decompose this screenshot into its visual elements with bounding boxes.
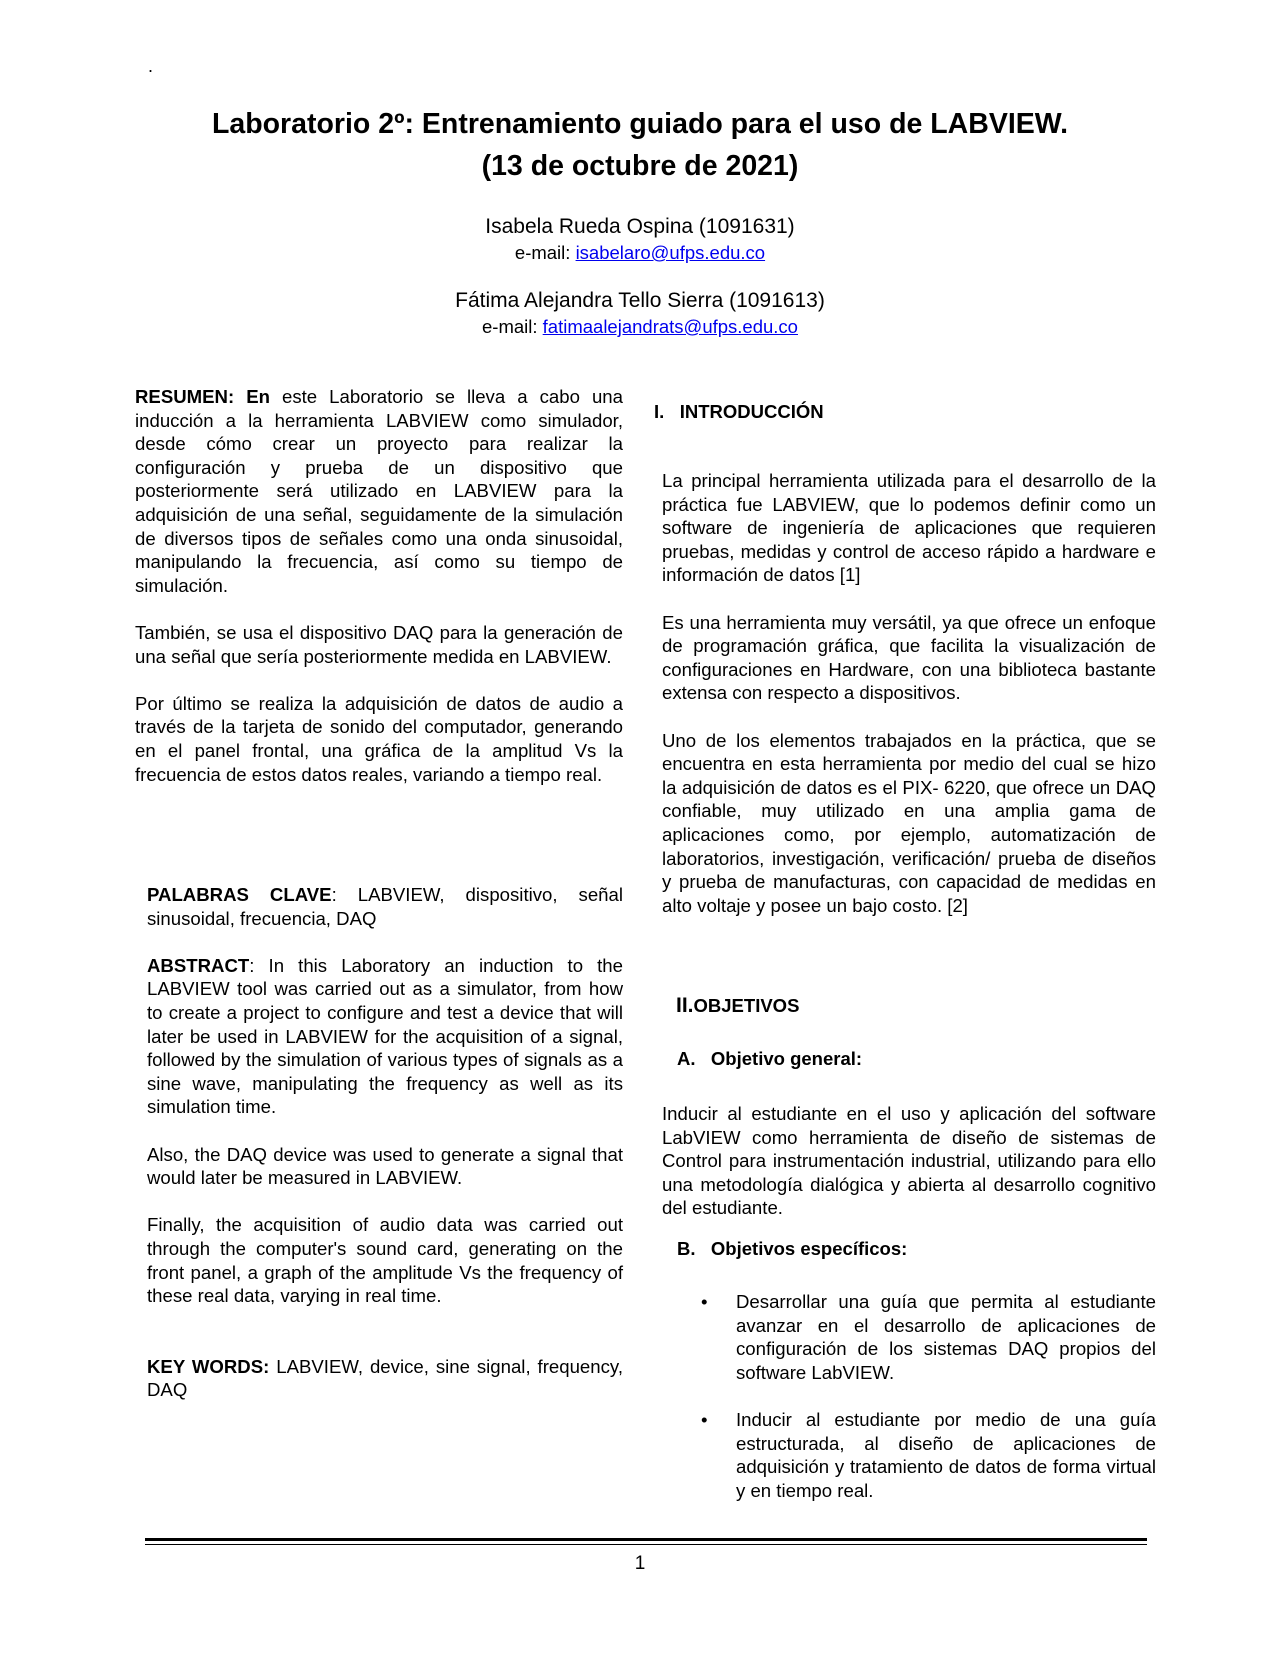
abstract-label: ABSTRACT <box>147 954 250 976</box>
author-email-line-1 <box>0 242 1280 264</box>
author-name-2: Fátima Alejandra Tello Sierra (1091613) <box>455 289 825 312</box>
intro-paragraph-2: Es una herramienta muy versátil, ya que ofrece un enfoque de programación gráfica, que facilita la visualización de configuraciones en Hardware, con una biblioteca bastante extensa con respecto a dispositivos. <box>662 611 1156 704</box>
footer-rule-thin <box>145 1544 1147 1545</box>
objetivos-especificos-heading: B. Objetivos específicos: <box>677 1238 908 1259</box>
objetivos-text: OBJETIVOS <box>693 995 800 1016</box>
key-words <box>147 1355 623 1402</box>
resumen-section <box>135 385 623 786</box>
keywords-label: KEY WORDS: <box>147 1355 270 1377</box>
bullet-icon: • <box>701 1408 708 1430</box>
email-link-1[interactable]: isabelaro@ufps.edu.co <box>575 242 766 263</box>
abstract-paragraph-3: Finally, the acquisition of audio data was carried out through the computer's sound card, generating on the front panel, a graph of the amplitude Vs the frequency of these real data, varying in real time. <box>147 1214 623 1307</box>
resumen-paragraph-2: También, se usa el dispositivo DAQ para la generación de una señal que sería posteriormente medida en LABVIEW. <box>135 621 623 667</box>
resumen-label: RESUMEN: En <box>135 386 270 407</box>
email-label-2: e-mail: <box>482 316 543 337</box>
objetivos-heading <box>676 994 799 1018</box>
bullet-text-2: Inducir al estudiante por medio de una guía estructurada, al diseño de aplicaciones de adquisición y tratamiento de datos de forma virtual y en tiempo real. <box>736 1408 1156 1501</box>
intro-paragraph-3: Uno de los elementos trabajados en la práctica, que se encuentra en esta herramienta por medio del cual se hizo la adquisición de datos es el PIX- 6220, que ofrece un DAQ confiable, muy utilizado en una amplia gama de aplicaciones como, por ejemplo, automatización de laboratorios, investigación, verificación/ prueba de diseños y prueba de manufacturas, con capacidad de medidas en alto voltaje y posee un bajo costo. [2] <box>662 729 1156 916</box>
resumen-paragraph-1 <box>135 385 623 597</box>
header-dot: . <box>148 56 154 76</box>
author-name-1: Isabela Rueda Ospina (1091631) <box>485 215 795 238</box>
bullet-text-1: Desarrollar una guía que permita al estudiante avanzar en el desarrollo de aplicaciones de configuración de los sistemas DAQ propios del software LabVIEW. <box>736 1291 1156 1383</box>
list-item <box>701 1408 1156 1502</box>
resumen-text-1: este Laboratorio se lleva a cabo una inducción a la herramienta LABVIEW como simulador, desde cómo crear un proyecto para realizar la configuración y prueba de un dispositivo que posteriormente será utilizado en LABVIEW para la adquisición de una señal, seguidamente de la simulación de diversos tipos de señales como una onda sinusoidal, manipulando la frecuencia, así como su tiempo de simulación. <box>135 386 623 596</box>
page-number: 1 <box>634 1553 646 1574</box>
palabras-label: PALABRAS CLAVE <box>147 884 332 905</box>
abstract-text-1: : In this Laboratory an induction to the LABVIEW tool was carried out as a simulator, from how to create a project to configure and test a device that will later be used in LABVIEW for the acquisition of a signal, followed by the simulation of various types of signals as a sine wave, manipulating the frequency as well as its simulation time. <box>147 954 623 1118</box>
bullet-icon: • <box>701 1291 708 1312</box>
palabras-clave <box>147 883 623 930</box>
author-email-line-2 <box>0 316 1280 338</box>
intro-paragraph-1: La principal herramienta utilizada para el desarrollo de la práctica fue LABVIEW, que lo podemos definir como un software de ingeniería de aplicaciones que requieren pruebas, medidas y control de acceso rápido a hardware e información de datos [1] <box>662 470 1156 586</box>
list-item <box>701 1290 1156 1384</box>
objetivo-general-text: Inducir al estudiante en el uso y aplicación del software LabVIEW como herramienta de diseño de sistemas de Control para instrumentación industrial, utilizando para ello una metodología dialógica y abierta al desarrollo cognitivo del estudiante. <box>662 1103 1156 1219</box>
resumen-paragraph-3: Por último se realiza la adquisición de datos de audio a través de la tarjeta de sonido del computador, generando en el panel frontal, una gráfica de la amplitud Vs la frecuencia de estos datos reales, variando a tiempo real. <box>135 692 623 785</box>
footer-rule-thick <box>145 1538 1147 1541</box>
email-label-1: e-mail: <box>514 242 576 263</box>
palabras-text: : LABVIEW, dispositivo, señal sinusoidal, frecuencia, DAQ <box>147 884 623 929</box>
objetivos-especificos-list <box>701 1290 1156 1502</box>
intro-section <box>662 469 1156 917</box>
objetivos-number: II. <box>676 994 694 1017</box>
abstract-paragraph-2: Also, the DAQ device was used to generate a signal that would later be measured in LABVIEW. <box>147 1143 623 1189</box>
abstract-paragraph-1 <box>147 954 623 1119</box>
paper-title-line2: (13 de octubre de 2021) <box>481 150 799 182</box>
intro-heading: I. INTRODUCCIÓN <box>654 401 824 422</box>
objetivo-general-heading: A. Objetivo general: <box>677 1048 863 1069</box>
email-link-2[interactable]: fatimaalejandrats@ufps.edu.co <box>542 316 798 337</box>
abstract-section <box>147 883 623 1402</box>
paper-title-line1: Laboratorio 2º: Entrenamiento guiado para el uso de LABVIEW. <box>211 108 1069 140</box>
keywords-text: LABVIEW, device, sine signal, frequency, DAQ <box>147 1355 623 1401</box>
